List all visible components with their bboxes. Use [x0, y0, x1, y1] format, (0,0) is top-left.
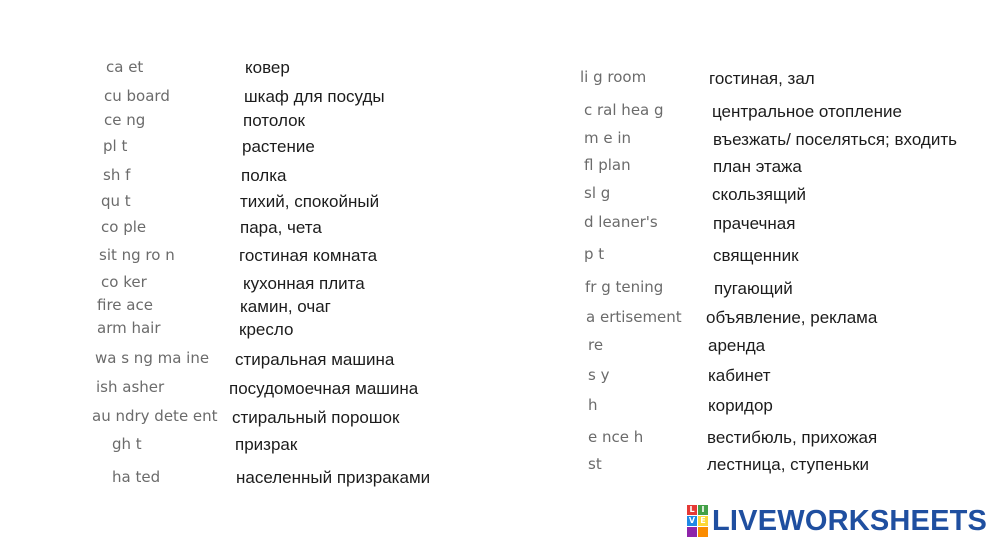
right-word-14-english: st — [588, 455, 602, 473]
right-word-13-russian: вестибюль, прихожая — [707, 428, 878, 447]
right-word-7-english: p t — [584, 245, 605, 263]
right-word-3-english: m e in — [584, 129, 632, 147]
left-word-13-russian: посудомоечная машина — [229, 379, 419, 398]
left-word-5-russian: полка — [241, 166, 287, 185]
left-word-3-russian: потолок — [243, 111, 305, 130]
left-word-12-russian: стиральная машина — [235, 350, 395, 369]
right-word-9-english: a ertisement — [586, 308, 682, 326]
right-word-6-russian: прачечная — [713, 214, 796, 233]
right-word-12-english: h — [588, 396, 598, 414]
left-word-7-russian: пара, чета — [240, 218, 322, 237]
left-word-8-english: sit ng ro n — [99, 246, 175, 264]
left-word-9-russian: кухонная плита — [243, 274, 365, 293]
left-word-14-english: au ndry dete ent — [92, 407, 218, 425]
left-word-14-russian: стиральный порошок — [232, 408, 400, 427]
right-word-7-russian: священник — [713, 246, 799, 265]
left-word-9-english: co ker — [101, 273, 147, 291]
left-word-10-russian: камин, очаг — [240, 297, 331, 316]
right-word-10-english: re — [588, 336, 604, 354]
left-word-1-russian: ковер — [245, 58, 290, 77]
liveworksheets-logo-text: LIVEWORKSHEETS — [712, 504, 988, 537]
right-word-14-russian: лестница, ступеньки — [707, 455, 869, 474]
left-word-15-english: gh t — [112, 435, 142, 453]
right-word-5-russian: скользящий — [712, 185, 806, 204]
left-word-12-english: wa s ng ma ine — [95, 349, 210, 367]
left-word-15-russian: призрак — [235, 435, 298, 454]
right-word-12-russian: коридор — [708, 396, 773, 415]
logo-icon-tile: E — [698, 516, 708, 526]
left-word-4-russian: растение — [242, 137, 315, 156]
left-word-2-russian: шкаф для посуды — [244, 87, 385, 106]
left-word-7-english: co ple — [101, 218, 147, 236]
logo-icon-tile — [698, 527, 708, 537]
left-word-16-english: ha ted — [112, 468, 161, 486]
right-word-13-english: e nce h — [588, 428, 644, 446]
logo-icon-tile — [687, 527, 697, 537]
left-word-10-english: fire ace — [97, 296, 153, 314]
left-word-5-english: sh f — [103, 166, 131, 184]
left-word-11-english: arm hair — [97, 319, 161, 337]
left-word-13-english: ish asher — [96, 378, 165, 396]
left-word-3-english: ce ng — [104, 111, 146, 129]
left-word-16-russian: населенный призраками — [236, 468, 431, 487]
left-word-11-russian: кресло — [239, 320, 294, 339]
left-word-6-russian: тихий, спокойный — [240, 192, 380, 211]
right-word-5-english: sl g — [584, 184, 611, 202]
right-word-11-english: s y — [588, 366, 610, 384]
right-word-1-russian: гостиная, зал — [709, 69, 815, 88]
left-word-8-russian: гостиная комната — [239, 246, 378, 265]
logo-icon-tile: L — [687, 505, 697, 515]
right-word-4-english: fl plan — [584, 156, 631, 174]
right-word-11-russian: кабинет — [708, 366, 771, 385]
right-word-4-russian: план этажа — [713, 157, 802, 176]
logo-icon-tile: I — [698, 505, 708, 515]
left-word-4-english: pl t — [103, 137, 128, 155]
left-word-2-english: cu board — [104, 87, 170, 105]
right-word-8-english: fr g tening — [585, 278, 664, 296]
logo-icon-tile: V — [688, 516, 696, 525]
left-word-1-english: ca et — [106, 58, 144, 76]
right-word-9-russian: объявление, реклама — [706, 308, 878, 327]
right-word-6-english: d leaner's — [584, 213, 658, 231]
left-word-6-english: qu t — [101, 192, 131, 210]
right-word-1-english: li g room — [580, 68, 647, 86]
right-word-10-russian: аренда — [708, 336, 766, 355]
right-word-8-russian: пугающий — [714, 279, 793, 298]
right-word-2-english: c ral hea g — [584, 101, 664, 119]
liveworksheets-logo — [687, 506, 987, 536]
right-word-3-russian: въезжать/ поселяться; входить — [713, 130, 957, 149]
right-word-2-russian: центральное отопление — [712, 102, 902, 121]
liveworksheets-logo-icon — [687, 505, 708, 537]
